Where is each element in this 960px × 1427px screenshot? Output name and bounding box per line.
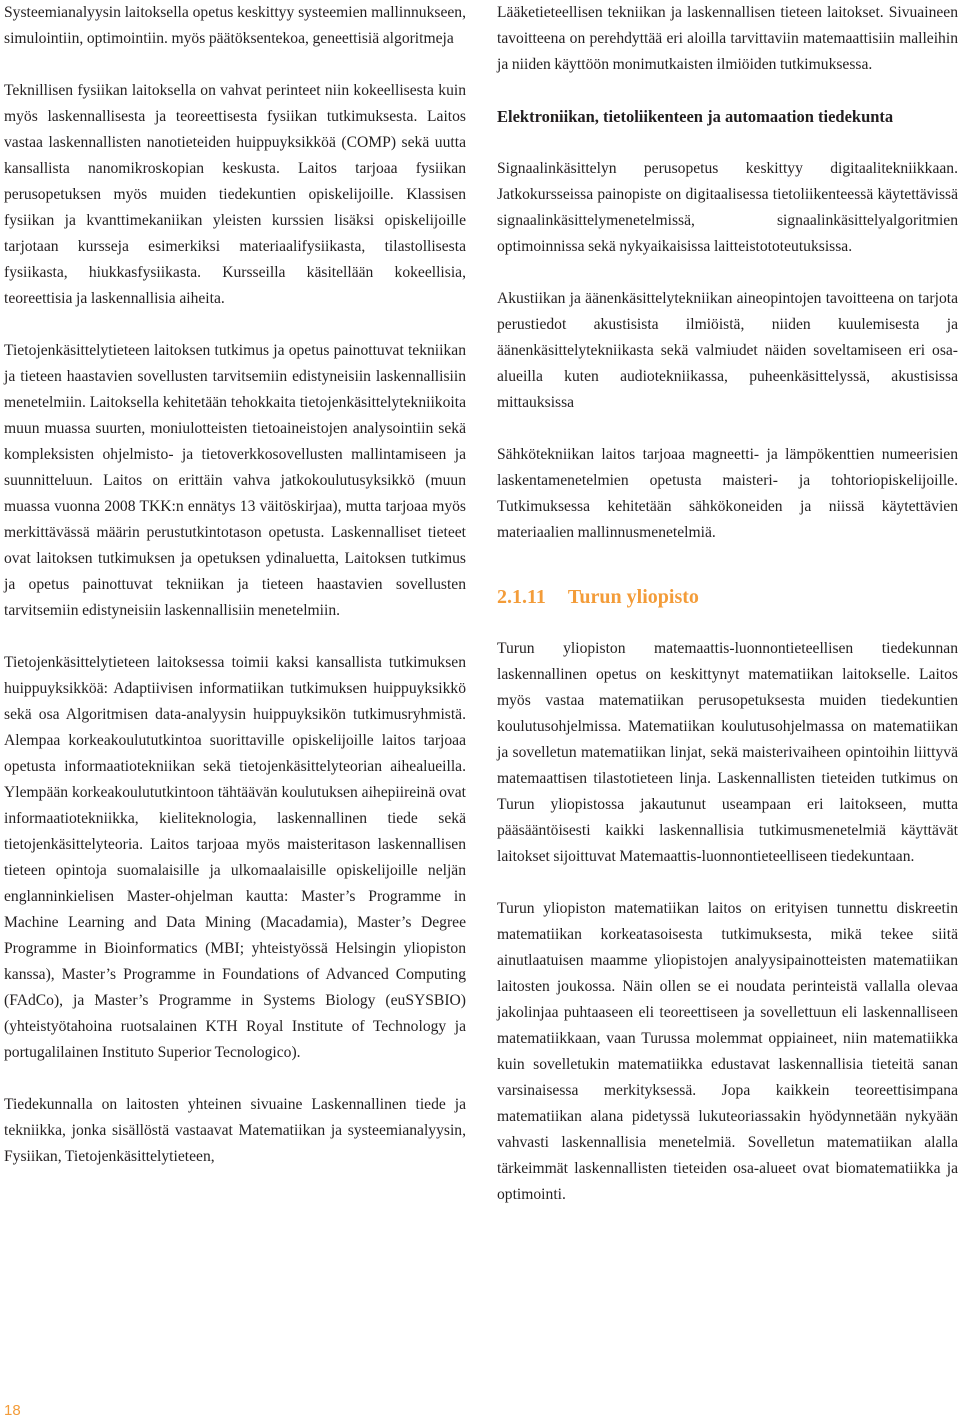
- paragraph-computer-science: Tietojenkäsittelytieteen laitoksen tutkimus ja opetus painottuvat tekniikan ja tieteen haastavien sovellusten tarvitsemiin edistyneisiin laskennallisiin menetelmiin. Laitoksella kehitetään tehokkaita tietojenkäsittelytekniikoita muun muassa suurten, moniulotteisten tietoaineistojen analysointiin sekä kompleksisten ohjelmisto- ja tietoverkkosovellusten mallintamiseen ja suunnitteluun. Laitos on erittäin vahva jatkokoulutusyksikkö (muun muassa vuonna 2008 TKK:n ennätys 13 väitöskirjaa), mutta tarjoaa myös merkittävässä määrin perustutkintotason opetusta. Laskennalliset tieteet ovat laitoksen tutkimuksen ja opetuksen ydinaluetta, Laitoksen tutkimus ja opetus painottuvat tekniikan ja tieteen haastavien sovellusten tarvitsemiin edistyneisiin laskennallisiin menetelmiin.: [4, 342, 466, 619]
- paragraph-signal-processing: Signaalinkäsittelyn perusopetus keskittyy digitaalitekniikkaan. Jatkokursseissa painopiste on digitaalisessa tietoliikenteessä käytettävissä signaalinkäsittelymenetelmissä, signaalinkäsittelyalgoritmien optimoinnissa sekä nykyaikaisissa laitteistototeutuksissa.: [497, 160, 958, 255]
- left-column: [4, 0, 466, 1170]
- paragraph-engineering-physics: Teknillisen fysiikan laitoksella on vahvat perinteet niin kokeellisesta kuin myös laskennallisesta ja teoreettisesta fysiikan tutkimuksesta. Laitos vastaa laskennallisten nanotieteiden huippuyksikköä (COMP) sekä uutta kansallista nanomikroskopian keskusta. Laitos tarjoaa fysiikan perusopetuksen myös muiden tiedekuntien opiskelijoille. Klassisen fysiikan ja kvanttimekaniikan yleisten kurssien lisäksi opiskelijoille tarjotaan kursseja esimerkiksi materiaalifysiikasta, tilastollisesta fysiikasta, hiukkasfysiikasta. Kursseilla käsitellään kokeellisia, teoreettisia ja laskennallisia aiheita.: [4, 82, 466, 307]
- page-number: 18: [4, 1402, 21, 1419]
- heading-electronics-faculty: Elektroniikan, tietoliikenteen ja automaation tiedekunta: [497, 107, 894, 126]
- right-column: [497, 0, 958, 1208]
- paragraph-turku-computational: Turun yliopiston matemaattis-luonnontieteellisen tiedekunnan laskennallinen opetus on keskittynyt matematiikan laitokselle. Laitos myös vastaa matematiikan perusopetuksesta muiden tiedekuntien koulutusohjelmissa. Matematiikan koulutusohjelmassa on matematiikan ja sovelletun matematiikan linjat, sekä maisterivaiheen opintoihin liittyvä matemaattisen tilastotieteen linja. Laskennallisten tieteiden tutkimus on Turun yliopistossa jakautunut useampaan eri laitokseen, mutta pääsääntöisesti kaikki laskennallisia tutkimusmenetelmiä käyttävät laitokset sijoittuvat Matemaattis-luonnontieteelliseen tiedekuntaan.: [497, 640, 958, 865]
- paragraph-centres-of-excellence: Tietojenkäsittelytieteen laitoksessa toimii kaksi kansallista tutkimuksen huippuyksikköä: Adaptiivisen informatiikan tutkimuksen huippuyksikkö sekä osa Algoritmisen data-analyysin huippuyksikön tutkimusryhmistä. Alempaa korkeakoulututkintoa suorittaville opiskelijoille laitos tarjoaa opetusta informaatiotekniikan sekä tietojenkäsittelyteorian aihealueilla. Ylempään korkeakoulututkintoon tähtäävän koulutuksen aihepiireinä ovat informaatiotekniikka, kieliteknologia, laskennallinen tiede sekä tietojenkäsittelyteoria. Laitos tarjoaa myös maisteritason laskennallisen tieteen opintoja suomalaisille ja ulkomaalaisille opiskelijoille neljän englanninkielisen Master-ohjelman kautta: Master’s Programme in Machine Learning and Data Mining (Macadamia), Master’s Degree Programme in Bioinformatics (MBI; yhteistyössä Helsingin yliopiston kanssa), Master’s Programme in Foundations of Advanced Computing (FAdCo), ja Master’s Programme in Systems Biology (euSYSBIO) (yhteistyötahoina ruotsalainen KTH Royal Institute of Technology ja portugalilainen Instituto Superior Tecnologico).: [4, 654, 466, 1061]
- section-heading: [497, 584, 958, 610]
- paragraph-electrical-engineering: Sähkötekniikan laitos tarjoaa magneetti- ja lämpökenttien numeerisien laskentamenetelmien opetusta maisteri- ja tohtoriopiskelijoille. Tutkimuksessa kehitetään sähkökoneiden ja niissä käytettävien materiaalien mallinnusmenetelmiä.: [497, 446, 958, 541]
- paragraph-systems-analysis: Systeemianalyysin laitoksella opetus keskittyy systeemien mallinnukseen, simulointiin, optimointiin. myös päätöksentekoa, geneettisiä algoritmeja: [4, 4, 466, 47]
- paragraph-minor-subject-continued: Lääketieteellisen tekniikan ja laskennallisen tieteen laitokset. Sivuaineen tavoitteena on perehdyttää eri aloilla tarvittaviin matemaattisiin malleihin ja niiden käyttöön monimutkaisten ilmiöiden tutkimuksessa.: [497, 4, 958, 73]
- paragraph-acoustics: Akustiikan ja äänenkäsittelytekniikan aineopintojen tavoitteena on tarjota perustiedot akustisista ilmiöistä, niiden kuulemisesta ja äänenkäsittelytekniikasta sekä valmiudet näiden soveltamiseen eri osa-alueilla kuten audiotekniikassa, puheenkäsittelyssä, akustisissa mittauksissa: [497, 290, 958, 411]
- paragraph-turku-mathematics: Turun yliopiston matematiikan laitos on erityisen tunnettu diskreetin matematiikan korkeatasoisesta tutkimuksesta, mikä tekee siitä ainutlaatuisen maamme yliopistojen analyysipainotteisten matematiikan laitosten joukossa. Näin ollen se ei noudata perinteistä vallalla olevaa jakolinjaa puhtaaseen eli teoreettiseen ja sovellettuun eli laskennalliseen matematiikkaan, vaan Turussa molemmat oppiaineet, niin matematiikka kuin sovelletukin matematiikka edustavat laskennallisia tieteitä sanan varsinaisessa merkityksessä. Jopa kaikkein teoreettisimpana matematiikan alana pidetyssä lukuteoriassakin hyödynnetään nykyään vahvasti laskennallisia menetelmiä. Sovelletun matematiikan alalla tärkeimmät laskennallisten tieteiden osa-alueet ovat biomatematiikka ja optimointi.: [497, 900, 958, 1203]
- section-title: Turun yliopisto: [567, 586, 699, 608]
- section-number: 2.1.11: [497, 586, 546, 608]
- paragraph-minor-subject: Tiedekunnalla on laitosten yhteinen sivuaine Laskennallinen tiede ja tekniikka, jonka sisällöstä vastaavat Matematiikan ja systeemianalyysin, Fysiikan, Tietojenkäsittelytieteen,: [4, 1096, 466, 1165]
